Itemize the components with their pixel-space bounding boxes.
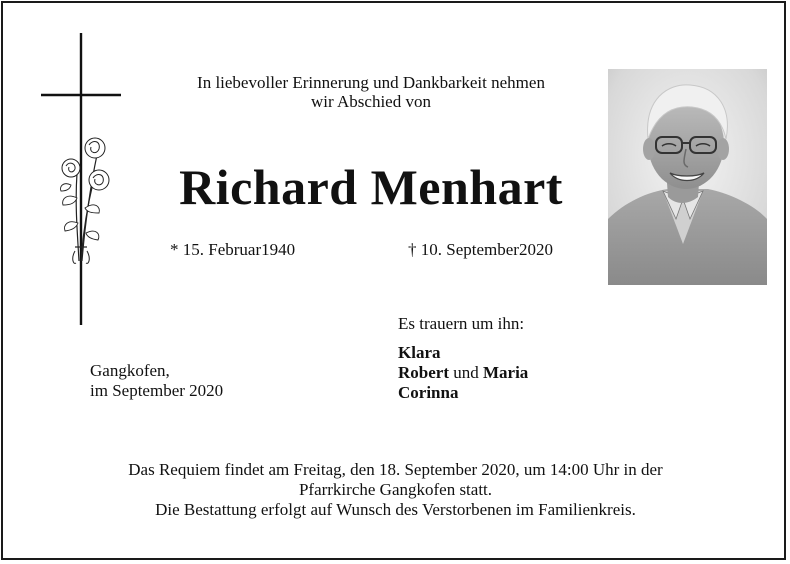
deceased-name: Richard Menhart <box>179 159 563 215</box>
mourner-name: Corinna <box>398 383 459 402</box>
mourner-name: Maria <box>482 363 529 382</box>
funeral-notice <box>23 460 768 520</box>
obituary-card <box>1 1 786 560</box>
mourner-line-1 <box>398 343 528 363</box>
mourners-heading: Es trauern um ihn: <box>398 314 525 333</box>
mourner-name: Klara <box>398 343 441 362</box>
date-line: im September 2020 <box>90 381 224 400</box>
death-date: † 10. September2020 <box>408 240 553 259</box>
place-line: Gangkofen, <box>90 361 170 380</box>
cross-with-roses-icon <box>41 33 125 327</box>
notice-line-2: Pfarrkirche Gangkofen statt. <box>298 480 493 499</box>
portrait-photo <box>608 69 767 285</box>
intro-text <box>123 73 619 111</box>
mourner-line-3 <box>398 383 528 403</box>
notice-line-3: Die Bestattung erfolgt auf Wunsch des Verstorbenen im Familienkreis. <box>155 500 636 519</box>
mourner-line-2 <box>398 363 528 383</box>
place-date <box>90 361 223 401</box>
mourner-name: Robert <box>398 363 449 382</box>
intro-line-2: wir Abschied von <box>311 92 431 111</box>
mourners-list <box>398 343 528 403</box>
birth-date: * 15. Februar1940 <box>170 240 296 259</box>
intro-line-1: In liebevoller Erinnerung und Dankbarkeit nehmen <box>197 73 545 92</box>
notice-line-1: Das Requiem findet am Freitag, den 18. September 2020, um 14:00 Uhr in der <box>128 460 663 479</box>
mourner-connector: und <box>453 363 479 382</box>
